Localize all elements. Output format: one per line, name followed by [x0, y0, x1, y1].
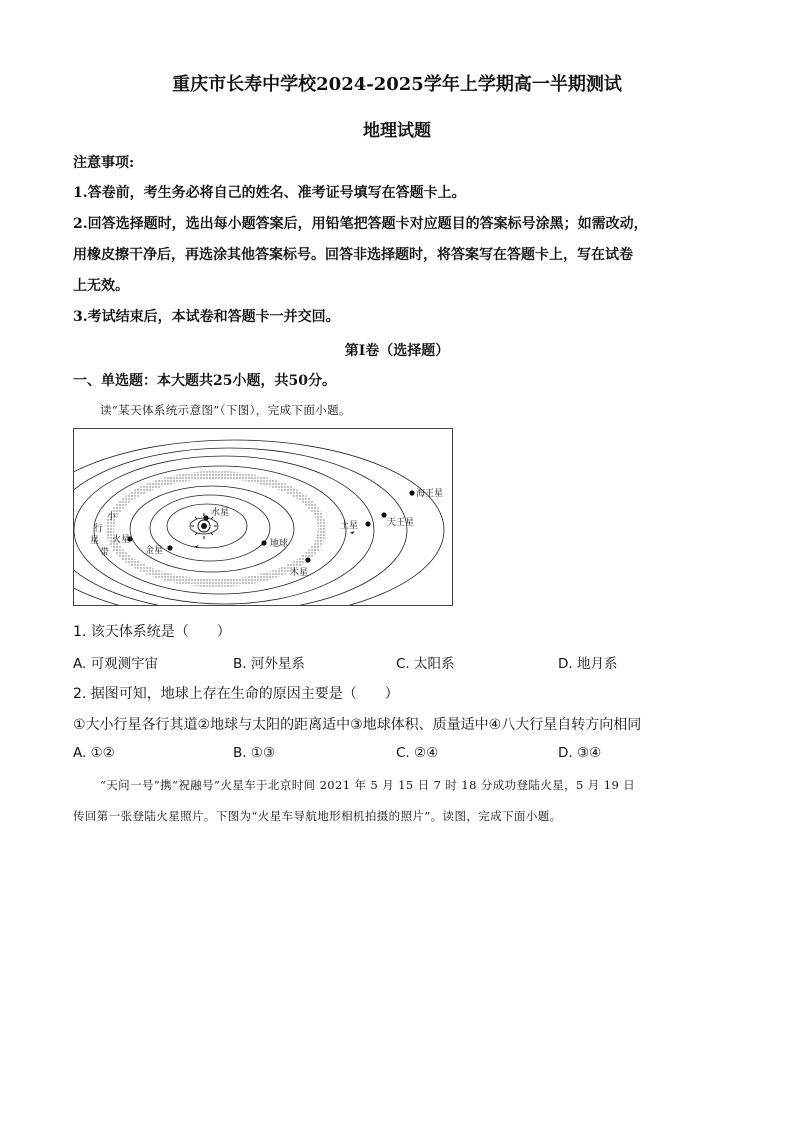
- note-line-1: 1.答卷前，考生务必将自己的姓名、准考证号填写在答题卡上。: [73, 185, 466, 201]
- planet-mercury: [203, 515, 208, 520]
- label-mars: 火星: [112, 535, 131, 545]
- note-line-4: 上无效。: [73, 278, 129, 294]
- q2-option-a: A. ①②: [73, 745, 115, 761]
- question-2-detail: ①大小行星各行其道②地球与太阳的距离适中③地球体积、质量适中④八大行星自转方向相同: [73, 717, 642, 733]
- label-saturn: 土星: [340, 521, 359, 531]
- intro-2-line-2: 传回第一张登陆火星照片。下图为“火星车导航地形相机拍摄的照片”。读图，完成下面小题。: [73, 809, 562, 823]
- label-belt-4: 带: [100, 548, 110, 558]
- q2-option-c: C. ②④: [396, 745, 439, 761]
- planet-venus: [167, 545, 172, 550]
- label-jupiter: 木星: [290, 568, 309, 578]
- planet-jupiter: [305, 557, 310, 562]
- question-1-stem: 1. 该天体系统是（ ）: [73, 624, 231, 640]
- solar-system-figure: [73, 428, 453, 606]
- label-mercury: 水星: [211, 508, 230, 518]
- q1-option-a: A. 可观测宇宙: [73, 656, 159, 672]
- label-earth: 地球: [270, 539, 289, 549]
- orbit-arrow: [350, 531, 354, 534]
- label-belt-3: 星: [90, 536, 100, 546]
- label-neptune: 海王星: [416, 489, 444, 499]
- planet-neptune: [409, 490, 414, 495]
- solar-system-diagram: [74, 429, 452, 605]
- q1-option-b: B. 河外星系: [233, 656, 305, 672]
- note-line-5: 3.考试结束后，本试卷和答题卡一并交回。: [73, 309, 340, 325]
- intro-2-line-1: “天问一号”携“祝融号”火星车于北京时间 2021 年 5 月 15 日 7 时 18 分成功登陆火星，5 月 19 日: [100, 778, 636, 792]
- orbit-jupiter: [94, 466, 346, 594]
- label-belt-1: 小: [107, 512, 117, 522]
- note-line-2: 2.回答选择题时，选出每小题答案后，用铅笔把答题卡对应题目的答案标号涂黑；如需改动，: [73, 216, 648, 232]
- notes-heading: 注意事项:: [73, 155, 135, 171]
- asteroid-belt: [110, 475, 322, 583]
- label-venus: 金星: [145, 546, 164, 556]
- orbit-mars: [130, 486, 294, 572]
- label-uranus: 天王星: [387, 518, 415, 528]
- q2-option-d: D. ③④: [558, 745, 602, 761]
- page-title: 重庆市长寿中学校2024-2025学年上学期高一半期测试: [172, 74, 622, 95]
- section-title: 第Ⅰ卷（选择题）: [344, 343, 450, 359]
- planet-uranus: [381, 512, 386, 517]
- q2-option-b: B. ①③: [233, 745, 276, 761]
- q1-option-c: C. 太阳系: [396, 656, 455, 672]
- q1-option-d: D. 地月系: [558, 656, 618, 672]
- page-subtitle: 地理试题: [363, 121, 431, 141]
- label-belt-2: 行: [94, 524, 104, 534]
- intro-1: 读“某天体系统示意图”（下图），完成下面小题。: [100, 403, 351, 417]
- part-title: 一、单选题：本大题共25小题，共50分。: [73, 373, 336, 389]
- planet-saturn: [365, 521, 370, 526]
- note-line-3: 用橡皮擦干净后，再选涂其他答案标号。回答非选择题时，将答案写在答题卡上，写在试卷: [73, 247, 633, 263]
- planet-earth: [261, 540, 266, 545]
- question-2-stem: 2. 据图可知，地球上存在生命的原因主要是（ ）: [73, 686, 399, 702]
